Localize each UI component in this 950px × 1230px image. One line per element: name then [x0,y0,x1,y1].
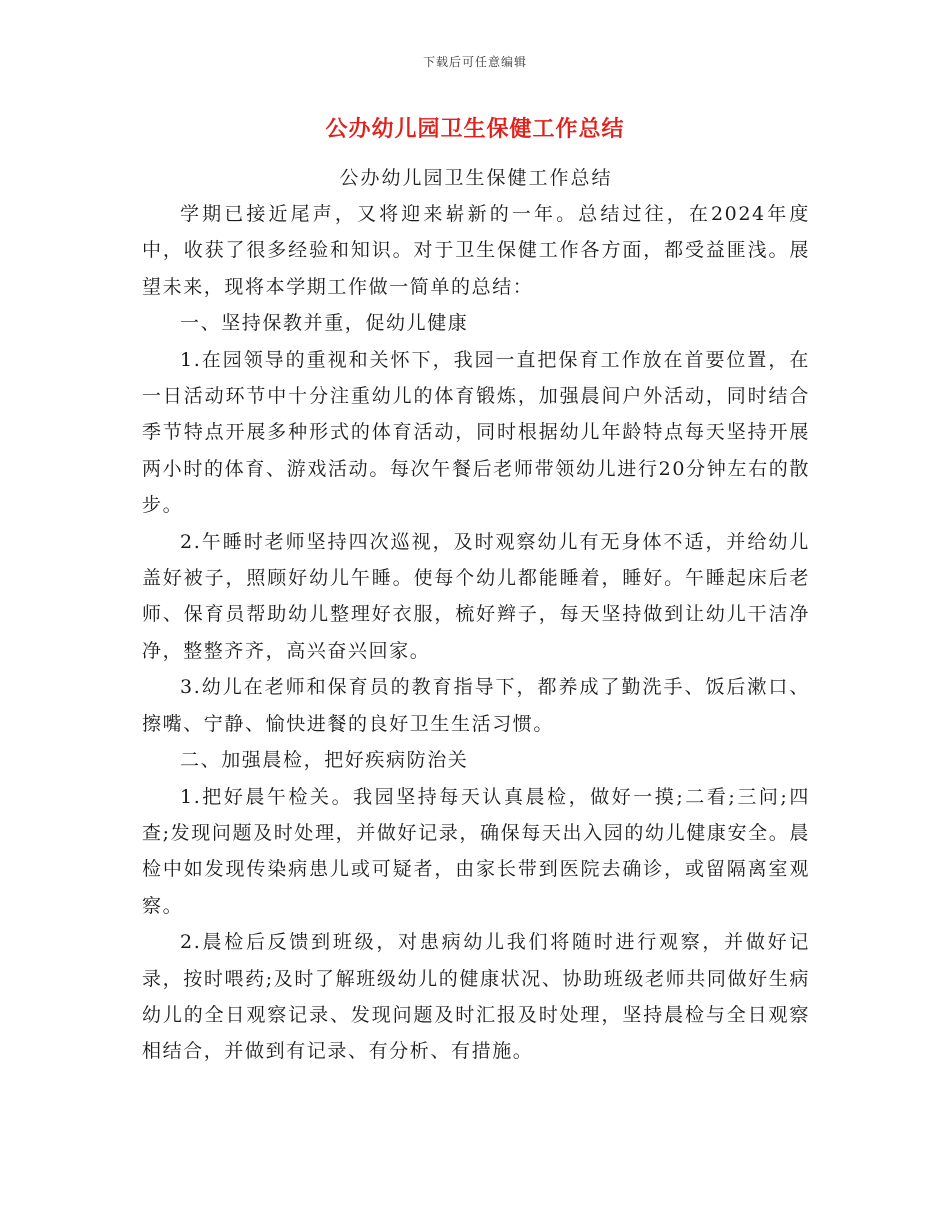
paragraph-1-1: 1.在园领导的重视和关怀下，我园一直把保育工作放在首要位置，在一日活动环节中十分注重幼儿的体育锻炼，加强晨间户外活动，同时结合季节特点开展多种形式的体育活动，同时根据幼儿年龄特点每天坚持开展两小时的体育、游戏活动。每次午餐后老师带领幼儿进行20分钟左右的散步。 [142,348,810,517]
paragraph-intro: 学期已接近尾声，又将迎来崭新的一年。总结过往，在2024年度中，收获了很多经验和知识。对于卫生保健工作各方面，都受益匪浅。展望未来，现将本学期工作做一简单的总结： [142,203,810,298]
paragraph-2-1: 1.把好晨午检关。我园坚持每天认真晨检，做好一摸;二看;三问;四查;发现问题及时处理，并做好记录，确保每天出入园的幼儿健康安全。晨检中如发现传染病患儿或可疑者，由家长带到医院去确诊，或留隔离室观察。 [142,785,810,917]
section-heading-2: 二、加强晨检，把好疾病防治关 [180,749,469,772]
paragraph-2-2: 2.晨检后反馈到班级，对患病幼儿我们将随时进行观察，并做好记录，按时喂药;及时了解班级幼儿的健康状况、协助班级老师共同做好生病幼儿的全日观察记录、发现问题及时汇报及时处理，坚持晨检与全日观察相结合，并做到有记录、有分析、有措施。 [142,931,810,1063]
document-subtitle: 公办幼儿园卫生保健工作总结 [339,167,613,189]
section-heading-1: 一、坚持保教并重，促幼儿健康 [180,312,469,335]
document-title: 公办幼儿园卫生保健工作总结 [325,117,625,142]
paragraph-1-3: 3.幼儿在老师和保育员的教育指导下，都养成了勤洗手、饭后漱口、擦嘴、宁静、愉快进餐的良好卫生生活习惯。 [142,676,810,735]
document-body [142,160,810,1070]
paragraph-1-2: 2.午睡时老师坚持四次巡视，及时观察幼儿有无身体不适，并给幼儿盖好被子，照顾好幼儿午睡。使每个幼儿都能睡着，睡好。午睡起床后老师、保育员帮助幼儿整理好衣服，梳好辫子，每天坚持做到让幼儿干洁净净，整整齐齐，高兴奋兴回家。 [142,530,810,662]
header-note: 下载后可任意编辑 [422,55,527,69]
